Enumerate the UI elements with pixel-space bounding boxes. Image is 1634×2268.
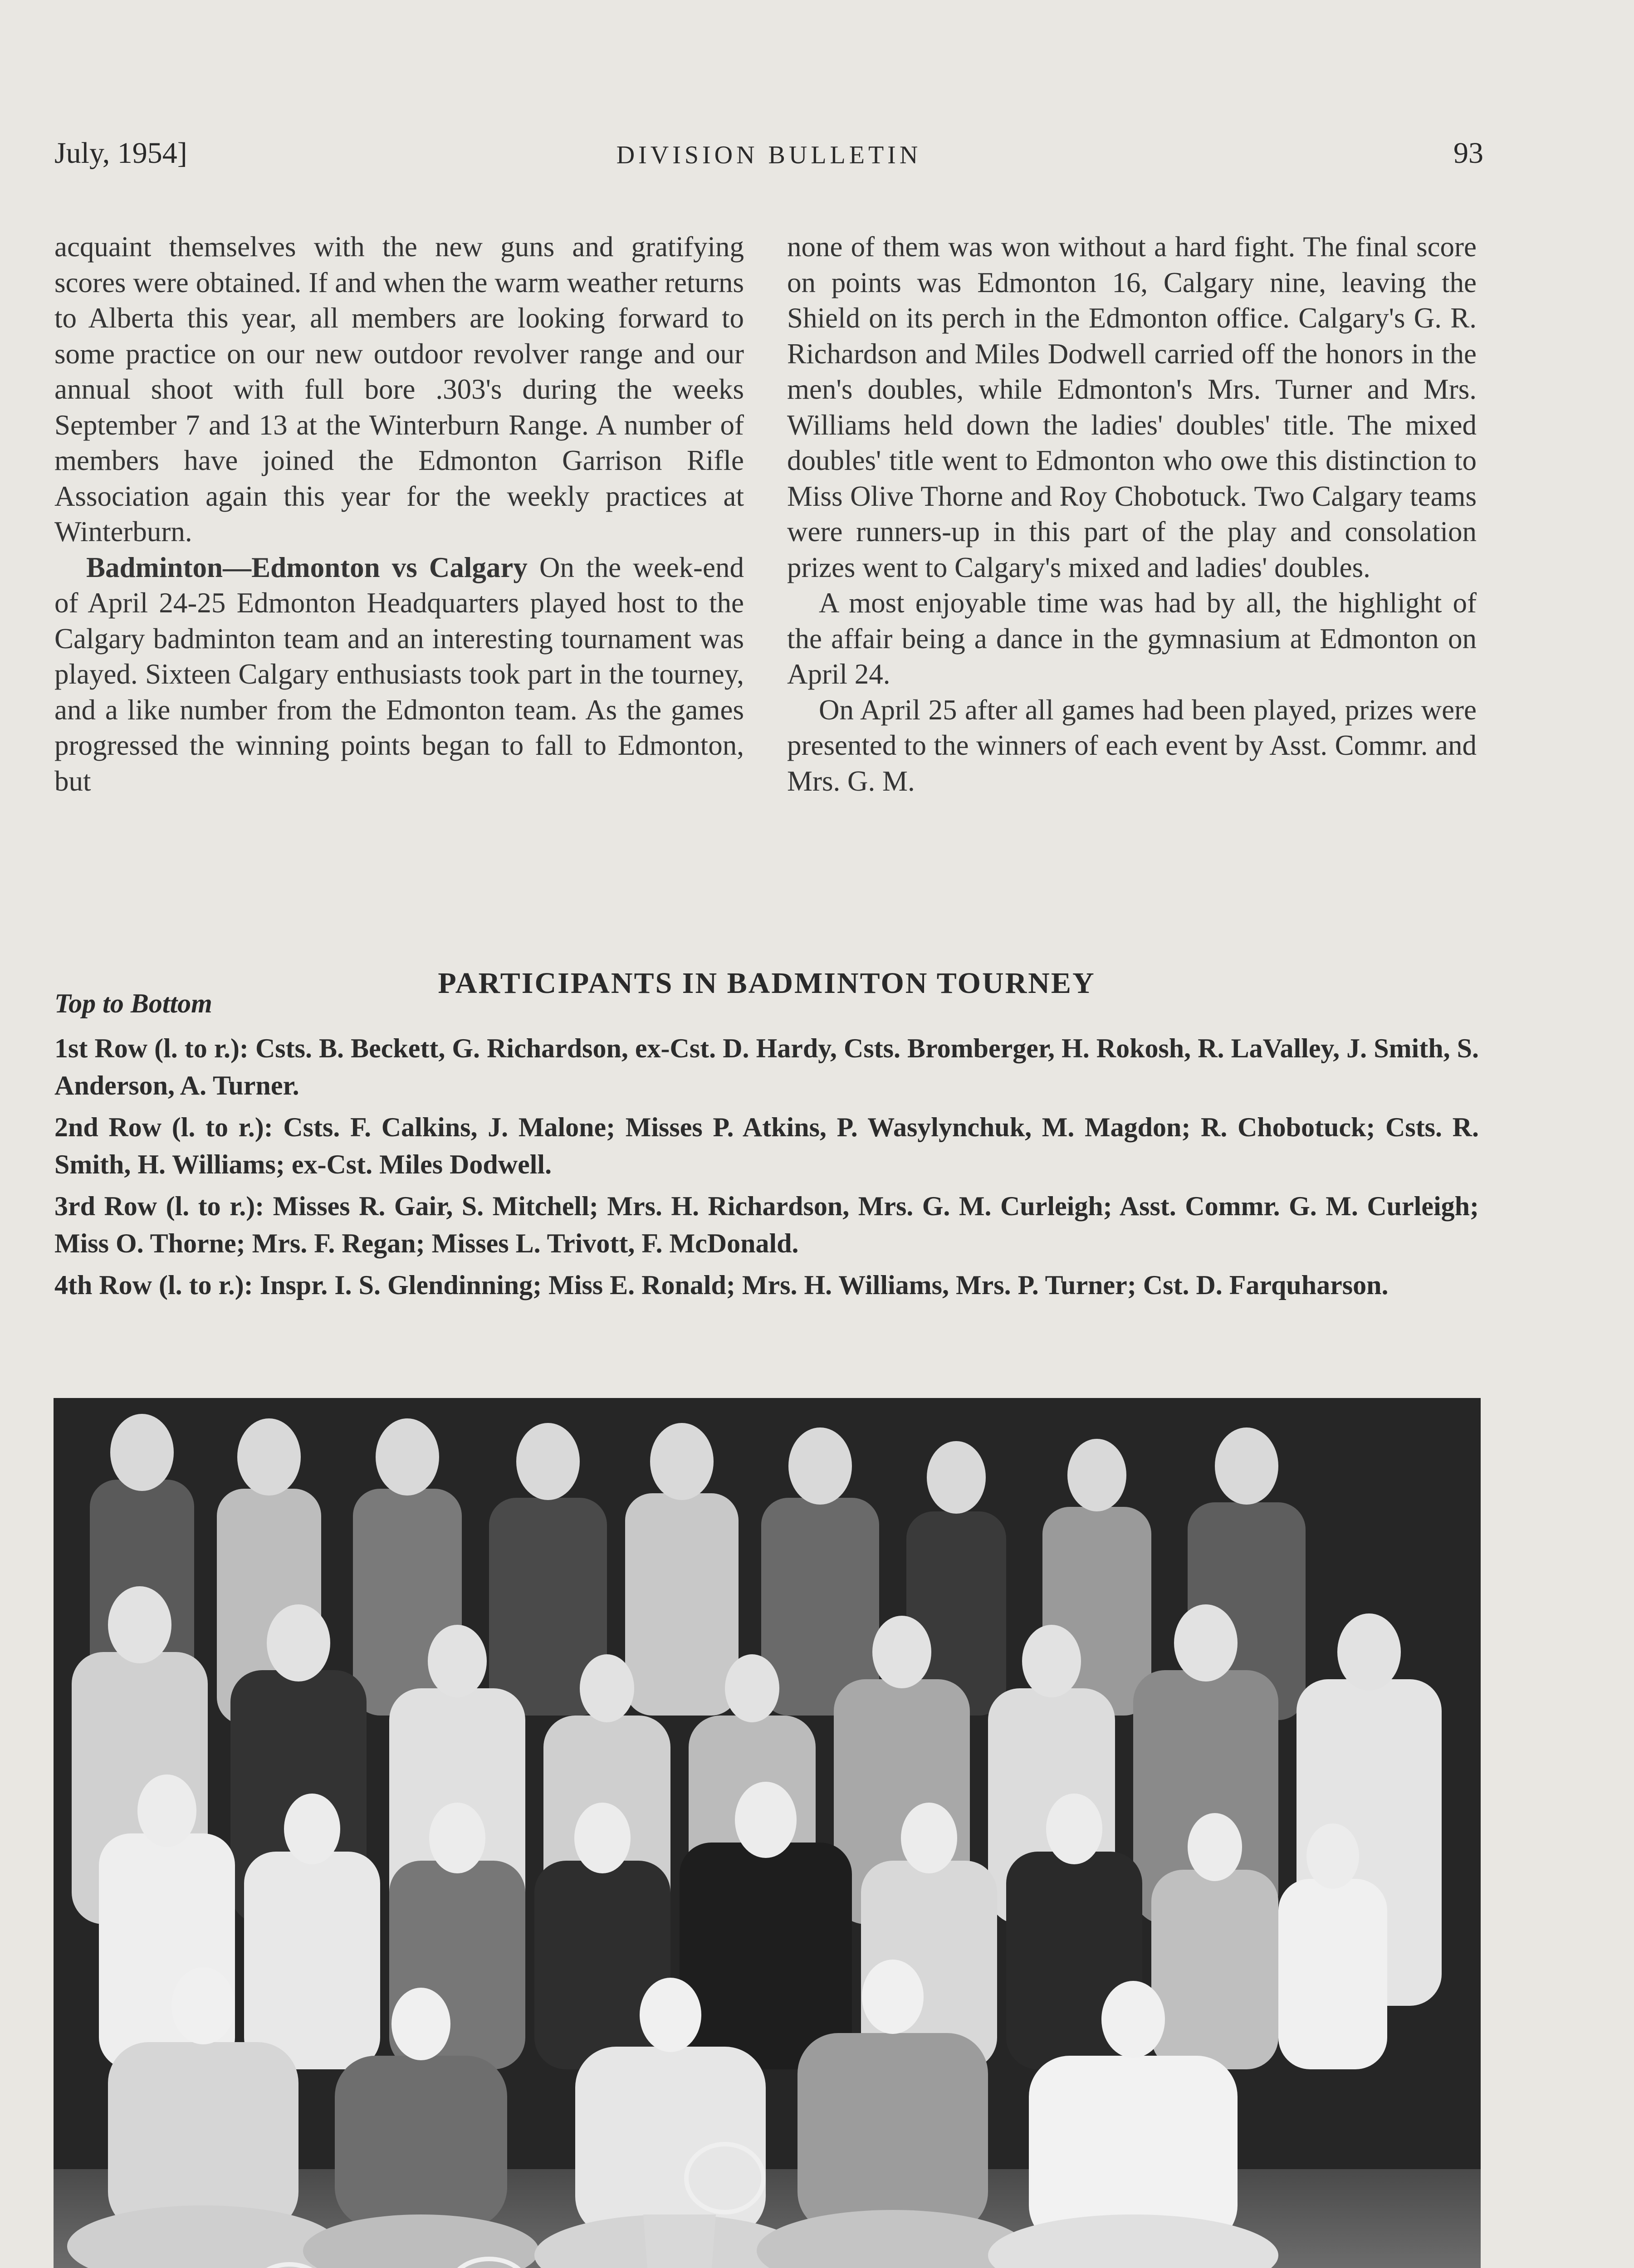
- caption-row-2: 2nd Row (l. to r.): Csts. F. Calkins, J. Malone; Misses P. Atkins, P. Wasylynchuk, M. Magdon; R. Chobotuck; Csts. R. Smith, H. Williams; ex-Cst. Miles Dodwell.: [54, 1112, 1479, 1179]
- caption-row-4: 4th Row (l. to r.): Inspr. I. S. Glendinning; Miss E. Ronald; Mrs. H. Williams, Mrs. P. Turner; Cst. D. Farquharson.: [54, 1270, 1389, 1300]
- left-column: [54, 229, 744, 799]
- caption-rows: [54, 1030, 1479, 1308]
- left-paragraph-2-text: On the week-end of April 24-25 Edmonton Headquarters played host to the Calgary badminton team and an interesting tournament was played. Sixteen Calgary enthusiasts took part in the tourney, and a like number from the Edmonton team. As the games progressed the winning points began to fall to Edmonton, but: [54, 551, 744, 797]
- caption-row-3: 3rd Row (l. to r.): Misses R. Gair, S. Mitchell; Mrs. H. Richardson, Mrs. G. M. Curleigh; Asst. Commr. G. M. Curleigh; Miss O. Thorne; Mrs. F. Regan; Misses L. Trivott, F. McDonald.: [54, 1191, 1479, 1258]
- group-photo-icon: [54, 1398, 1481, 2268]
- right-paragraph-3: On April 25 after all games had been played, prizes were presented to the winners of each event by Asst. Commr. and Mrs. G. M.: [787, 694, 1477, 797]
- section-runin-heading: Badminton—Edmonton vs Calgary: [86, 551, 528, 583]
- page-number: 93: [1453, 137, 1483, 170]
- caption-subtitle: Top to Bottom: [54, 988, 212, 1018]
- caption-title: PARTICIPANTS IN BADMINTON TOURNEY: [438, 967, 1096, 1000]
- caption-row-1: 1st Row (l. to r.): Csts. B. Beckett, G. Richardson, ex-Cst. D. Hardy, Csts. Bromberger, H. Rokosh, R. LaValley, J. Smith, S. Anderson, A. Turner.: [54, 1033, 1479, 1100]
- right-paragraph-1: none of them was won without a hard fight. The final score on points was Edmonton 16, Calgary nine, leaving the Shield on its perch in the Edmonton office. Calgary's G. R. Richardson and Miles Dodwell carried off the honors in the men's doubles, while Edmonton's Mrs. Turner and Mrs. Williams held down the ladies' doubles' title. The mixed doubles' title went to Edmonton who owe this distinction to Miss Olive Thorne and Roy Chobotuck. Two Calgary teams were runners-up in this part of the play and consolation prizes went to Calgary's mixed and ladies' doubles.: [787, 231, 1477, 583]
- group-photo: [54, 1398, 1481, 2268]
- issue-date: July, 1954]: [54, 137, 187, 170]
- publication-title: DIVISION BULLETIN: [616, 141, 922, 169]
- left-paragraph-2: [54, 550, 744, 799]
- left-paragraph-1: acquaint themselves with the new guns and gratifying scores were obtained. If and when the warm weather returns to Alberta this year, all members are looking forward to some practice on our new outdoor revolver range and our annual shoot with full bore .303's during the weeks September 7 and 13 at the Winterburn Range. A number of members have joined the Edmonton Garrison Rifle Association again this year for the weekly practices at Winterburn.: [54, 231, 744, 547]
- running-header: [54, 136, 1483, 177]
- right-paragraph-2: A most enjoyable time was had by all, the highlight of the affair being a dance in the gymnasium at Edmonton on April 24.: [787, 587, 1477, 690]
- right-column: [787, 229, 1477, 799]
